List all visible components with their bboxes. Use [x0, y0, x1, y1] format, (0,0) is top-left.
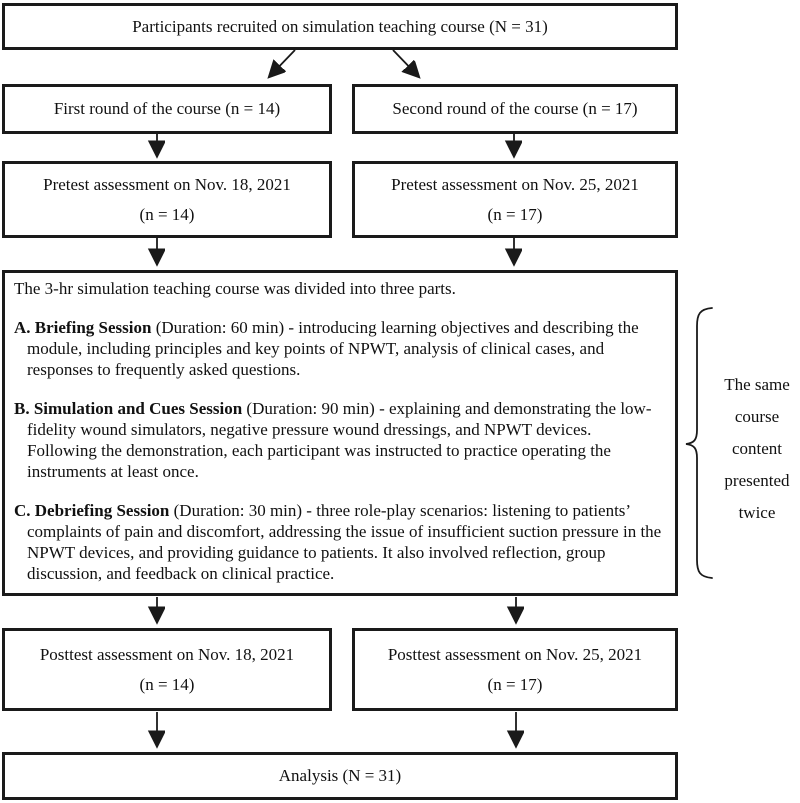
side-note: [714, 369, 800, 529]
analysis-box: [2, 752, 678, 800]
side-note-line: The same: [724, 375, 790, 394]
recruitment-label: Participants recruited on simulation teaching course (N = 31): [132, 16, 548, 36]
course-section-a-body: (Duration: 60 min) - introducing learning objectives and describing the module, including principles and key points of NPWT, analysis of clinical cases, and responses to frequently asked questions.: [27, 318, 639, 379]
course-description-box: [2, 270, 678, 596]
course-section-b-title: B. Simulation and Cues Session: [14, 399, 243, 418]
pretest-box-nov25: [352, 161, 678, 238]
side-note-line: presented: [724, 471, 790, 490]
posttest-nov18-count: (n = 14): [139, 675, 195, 694]
pretest-nov25-title: Pretest assessment on Nov. 25, 2021: [391, 174, 639, 194]
course-section-c-body: (Duration: 30 min) - three role-play scenarios: listening to patients’ complaints of pain and discomfort, addressing the issue of insufficient suction pressure in the NPWT devices, and providing guidance to patients. It also involved reflection, group discussion, and feedback on clinical practice.: [27, 501, 662, 583]
course-section-b: [14, 398, 665, 482]
analysis-label: Analysis (N = 31): [278, 766, 402, 786]
arrow-recruited-to-second-round: [393, 50, 418, 76]
first-round-label: First round of the course (n = 14): [53, 99, 281, 119]
course-section-a-title: A. Briefing Session: [14, 318, 152, 337]
second-round-box: [352, 84, 678, 134]
recruitment-box: [2, 3, 678, 50]
side-note-line: twice: [738, 503, 776, 522]
course-section-c-title: C. Debriefing Session: [14, 501, 170, 520]
posttest-box-nov18: [2, 628, 332, 711]
side-note-line: course: [734, 407, 780, 426]
course-section-a: [14, 317, 665, 380]
first-round-box: [2, 84, 332, 134]
posttest-box-nov25: [352, 628, 678, 711]
course-intro: The 3-hr simulation teaching course was divided into three parts.: [14, 279, 456, 298]
side-note-line: content: [731, 439, 783, 458]
course-section-b-body: (Duration: 90 min) - explaining and demonstrating the low-fidelity wound simulators, negative pressure wound dressings, and NPWT devices. Following the demonstration, each participant was instructed to practice operating the instruments at least once.: [27, 399, 652, 481]
right-brace: [686, 308, 712, 578]
second-round-label: Second round of the course (n = 17): [392, 99, 638, 119]
pretest-nov25-count: (n = 17): [487, 205, 543, 224]
posttest-nov25-title: Posttest assessment on Nov. 25, 2021: [387, 644, 643, 664]
course-section-c: [14, 500, 665, 584]
arrow-recruited-to-first-round: [270, 50, 295, 76]
pretest-nov18-title: Pretest assessment on Nov. 18, 2021: [43, 174, 291, 194]
pretest-box-nov18: [2, 161, 332, 238]
pretest-nov18-count: (n = 14): [139, 205, 195, 224]
posttest-nov25-count: (n = 17): [487, 675, 543, 694]
posttest-nov18-title: Posttest assessment on Nov. 18, 2021: [39, 644, 295, 664]
